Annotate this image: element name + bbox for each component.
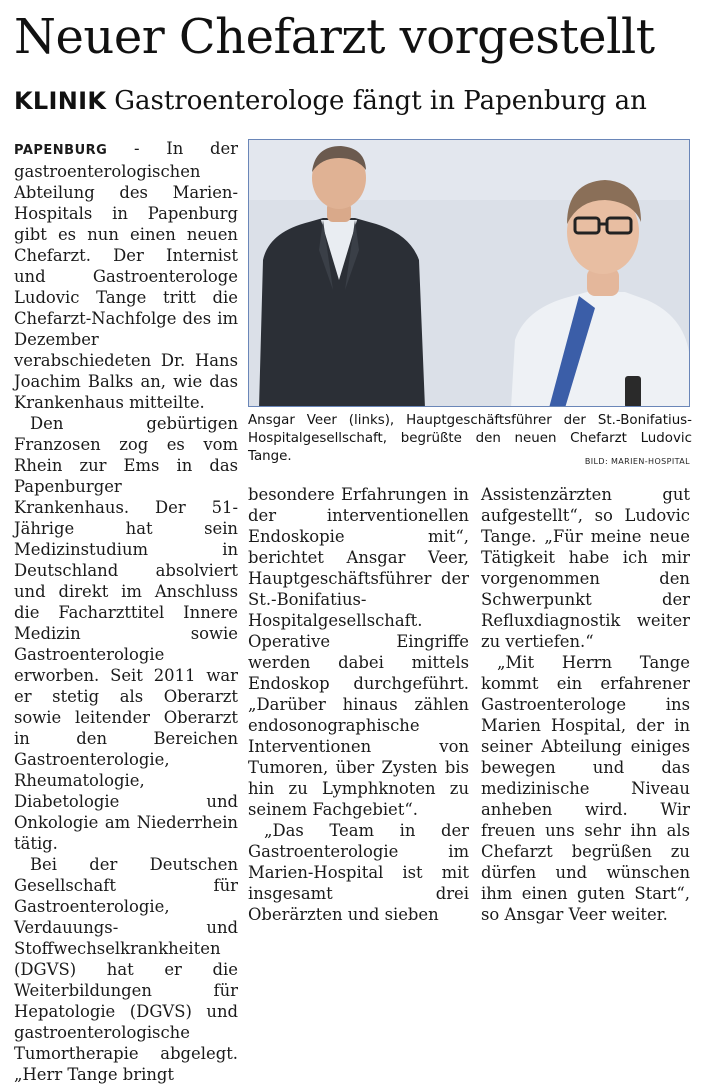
dateline: PAPENBURG [14,143,108,158]
article-column-1 [14,138,238,1085]
subheadline [14,84,694,118]
article-column-2 [248,484,469,925]
article-photo [248,139,690,407]
photo-illustration [249,140,690,407]
section-kicker: KLINIK [14,87,107,115]
paragraph-5: „Mit Herrn Tange kommt ein erfahrener Gastroenterologe ins Marien Hospital, der in seiner Abteilung einiges bewegen und das medizinische Niveau anheben wird. Wir freuen uns sehr ihn als Chefarzt begrüßen zu dürfen und wünschen ihm einen guten Start“, so Ansgar Veer weiter. [481,653,690,924]
paragraph-4-end: Assistenzärzten gut aufgestellt“, so Ludovic Tange. „Für meine neue Tätigkeit habe ich mir vorgenommen den Schwerpunkt der Refluxdiagnostik weiter zu vertiefen.“ [481,485,690,651]
subheadline-text: Gastroenterologe fängt in Papenburg an [114,86,647,116]
article-column-3 [481,484,690,925]
photo-caption: Ansgar Veer (links), Hauptgeschäftsführer der St.-Bonifatius-Hospitalgesellschaft, begrüßte den neuen Chefarzt Ludovic Tange. [248,413,692,464]
headline: Neuer Chefarzt vorgestellt [14,9,655,65]
paragraph-4-start: „Das Team in der Gastroenterologie im Marien-Hospital ist mit insgesamt drei Oberärzten und sieben [248,821,469,924]
photo-credit: BILD: MARIEN-HOSPITAL [584,457,690,466]
paragraph-3-end: besondere Erfahrungen in der interventionellen Endoskopie mit“, berichtet Ansgar Veer, Hauptgeschäftsführer der St.-Bonifatius-Hospitalgesellschaft. Operative Eingriffe werden dabei mittels Endoskop durchgeführt. „Darüber hinaus zählen endosonographische Interventionen von Tumoren, über Zysten bis hin zu Lymphknoten zu seinem Fachgebiet“. [248,485,469,819]
lead-text: - In der gastroenterologischen Abteilung des Marien-Hospitals in Papenburg gibt es nun einen neuen Chefarzt. Der Internist und Gastroenterologe Ludovic Tange tritt die Chefarzt-Nachfolge des im Dezember verabschiedeten Dr. Hans Joachim Balks an, wie das Krankenhaus mitteilte. [14,139,238,412]
lead-paragraph [14,138,238,413]
paragraph-3-start: Bei der Deutschen Gesellschaft für Gastroenterologie, Verdauungs- und Stoffwechselkrankheiten (DGVS) hat er die Weiterbildungen für Hepatologie (DGVS) und gastroenterologische Tumortherapie abgelegt. „Herr Tange bringt [14,855,238,1084]
paragraph-2: Den gebürtigen Franzosen zog es vom Rhein zur Ems in das Papenburger Krankenhaus. Der 51-Jährige hat sein Medizinstudium in Deutschland absolviert und direkt im Anschluss die Facharzttitel Innere Medizin sowie Gastroenterologie erworben. Seit 2011 war er stetig als Oberarzt sowie leitender Oberarzt in den Bereichen Gastroenterologie, Rheumatologie, Diabetologie und Onkologie am Niederrhein tätig. [14,414,238,853]
